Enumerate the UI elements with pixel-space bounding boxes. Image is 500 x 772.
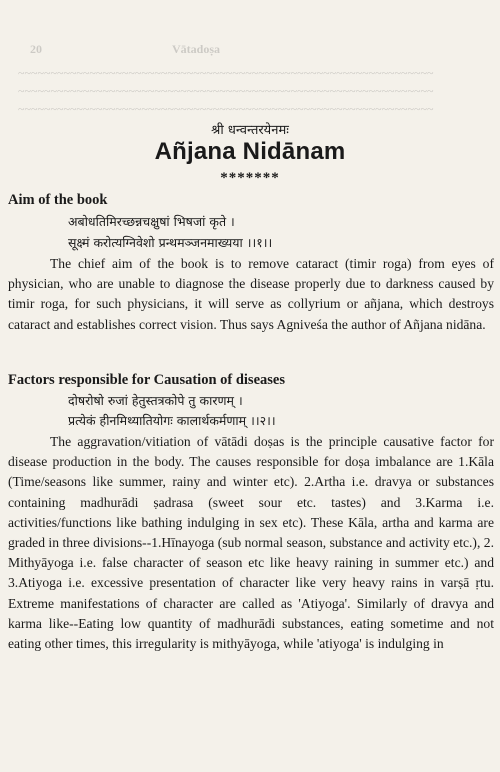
paragraph-causation [8, 432, 494, 654]
verse-2-line-2: प्रत्येकं हीनमिथ्यातियोगः कालार्थकर्मणाम् ।।२।। [68, 413, 276, 428]
verse-1-line-2: सूक्ष्मं करोत्यग्निवेशो प्रन्थमञ्जनमाख्यया ।।१।। [68, 235, 273, 250]
paragraph-causation-text: The aggravation/vitiation of vātādi doṣas is the principle causative factor for disease production in the body. The causes responsible for doṣa imbalance are 1.Kāla (Time/seasons like summer, rainy and winter etc). 2.Artha i.e. dravya or substances containing madhurādi ṣadrasa (sweet sour etc. tastes) and 3.Karma i.e. activities/functions like bathing indulging in sex etc). These Kāla, artha and karma are graded in three divisions--1.Hīnayoga (sub normal season, substance and activity etc.), 2. Mithyāyoga i.e. false character of season etc like heavy raining in summer etc.) and 3.Atiyoga i.e. excessive presentation of character like very heavy rains in varṣā ṛtu. Extreme manifestations of character are called as 'Atiyoga'. Similarly of dravya and karma like--Eating low quantity of madhurādi substances, eating sometime and not eating other times, this irregularity is mithyāyoga, while 'atiyoga' is indulging in [8, 434, 494, 652]
paragraph-aim-text: The chief aim of the book is to remove cataract (timir roga) from eyes of physician, who are unable to diagnose the disease properly due to darkness caused by timir roga, for such physicians, it will serve as collyrium or añjana, which destroys cataract and establishes correct vision. Thus says Agniveśa the author of Añjana nidāna. [8, 256, 494, 332]
paragraph-aim [8, 254, 494, 335]
verse-2-line-1: दोषरोषो रुजां हेतुस्तत्रकोपे तु कारणम् । [68, 393, 243, 408]
chapter-title: Añjana Nidānam [154, 138, 346, 165]
invocation-line: श्री धन्वन्तरयेनमः [211, 123, 289, 138]
section-heading-aim: Aim of the book [8, 192, 108, 208]
section-heading-causation: Factors responsible for Causation of diseases [8, 372, 285, 388]
bleed-through-text: 20 Vātadoṣa ~~~~~~~~~~~~~~~~~~~~~~~~~~~~~~~~~~~~~~~~~~~~~~~~~~~~~~~~~~~~~~~~ ~~~~~~~~~~~~~~~~~~~~~~~~~~~~~~~~~~~~~~~~~~~~~~~~~~~~~~~~~~~~~~~~ ~~~~~~~~~~~~~~~~~~~~~~~~~~~~~~~~~~~~~~~~~~~~~~~~~~~~~~~~~~~~~~~~ [18, 42, 434, 116]
verse-1-line-1: अबोधतिमिरच्छन्नचक्षुषां भिषजां कृते । [68, 214, 235, 229]
ornament-stars: ******* [220, 170, 280, 186]
